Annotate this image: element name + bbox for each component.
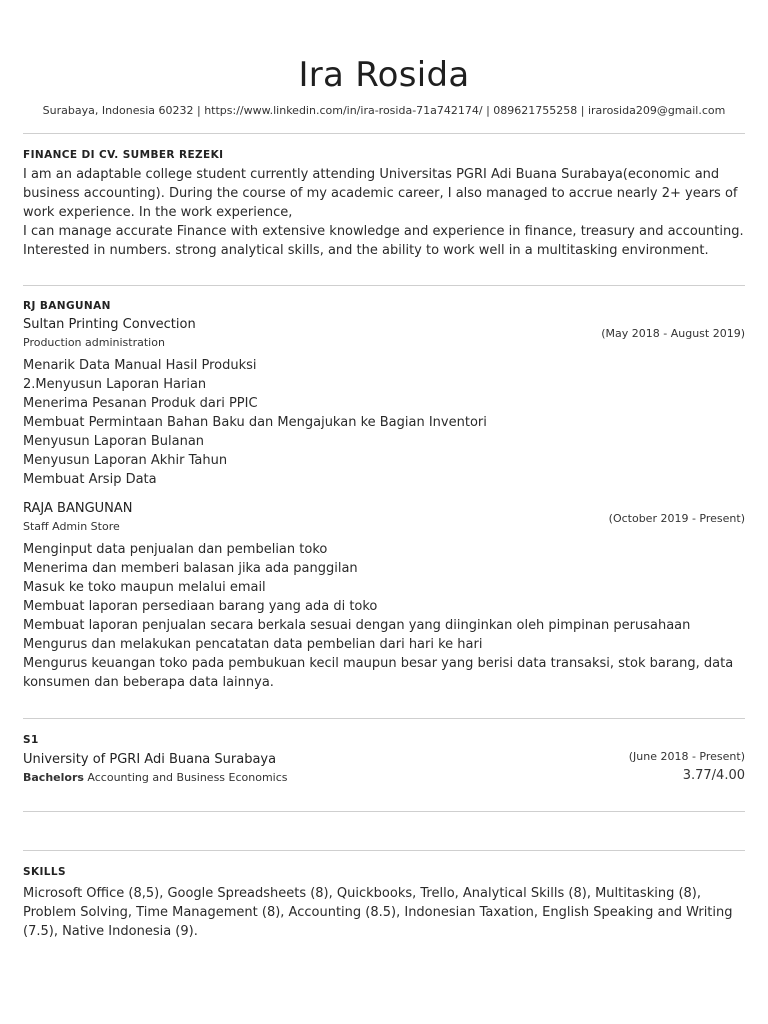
list-item: Mengurus keuangan toko pada pembukuan kecil maupun besar yang berisi data transaksi, stok barang, data	[23, 656, 734, 671]
list-item: Masuk ke toko maupun melalui email	[23, 580, 266, 595]
skills-line: Problem Solving, Time Management (8), Accounting (8.5), Indonesian Taxation, English Speaking and Writing	[23, 905, 733, 920]
list-item: Menyusun Laporan Akhir Tahun	[23, 453, 228, 468]
divider	[23, 811, 745, 812]
education-heading: S1	[23, 734, 39, 746]
job-dates: (October 2019 - Present)	[608, 512, 745, 525]
skills-line: (7.5), Native Indonesia (9).	[23, 924, 198, 939]
job-role: Production administration	[23, 336, 165, 349]
list-item: Mengurus dan melakukan pencatatan data pembelian dari hari ke hari	[23, 637, 483, 652]
job-company: RAJA BANGUNAN	[23, 501, 133, 516]
degree-type: Bachelors	[23, 771, 84, 784]
degree-field: Accounting and Business Economics	[87, 771, 288, 784]
job-company: Sultan Printing Convection	[23, 317, 196, 332]
job-task-list	[23, 356, 745, 489]
summary-line: I can manage accurate Finance with extensive knowledge and experience in finance, treasury and accounting.	[23, 224, 744, 239]
list-item: Menerima dan memberi balasan jika ada panggilan	[23, 561, 358, 576]
skills-line: Microsoft Office (8,5), Google Spreadsheets (8), Quickbooks, Trello, Analytical Skills (8), Multitasking (8),	[23, 886, 702, 901]
skills-heading: SKILLS	[23, 866, 66, 878]
list-item: Membuat Arsip Data	[23, 472, 157, 487]
list-item: Membuat laporan penjualan secara berkala sesuai dengan yang diinginkan oleh pimpinan perusahaan	[23, 618, 691, 633]
list-item: 2.Menyusun Laporan Harian	[23, 377, 207, 392]
summary-line: business accounting). During the course of my academic career, I also managed to accrue nearly 2+ years of	[23, 186, 738, 201]
divider	[23, 850, 745, 851]
list-item: Menarik Data Manual Hasil Produksi	[23, 358, 257, 373]
job-role: Staff Admin Store	[23, 520, 120, 533]
list-item: Menerima Pesanan Produk dari PPIC	[23, 396, 258, 411]
summary-text	[23, 165, 745, 260]
contact-line: Surabaya, Indonesia 60232 | https://www.linkedin.com/in/ira-rosida-71a742174/ | 089621755258 | irarosida209@gmail.com	[42, 104, 726, 117]
summary-line: work experience. In the work experience,	[23, 205, 293, 220]
divider	[23, 285, 745, 286]
list-item: Membuat laporan persediaan barang yang ada di toko	[23, 599, 378, 614]
skills-text	[23, 884, 745, 941]
gpa-value: 3.77/4.00	[682, 768, 745, 783]
list-item: Menginput data penjualan dan pembelian toko	[23, 542, 328, 557]
experience-heading: RJ BANGUNAN	[23, 300, 111, 312]
summary-line: I am an adaptable college student currently attending Universitas PGRI Adi Buana Surabaya(economic and	[23, 167, 720, 182]
summary-heading: FINANCE DI CV. SUMBER REZEKI	[23, 149, 224, 161]
list-item: Membuat Permintaan Bahan Baku dan Mengajukan ke Bagian Inventori	[23, 415, 487, 430]
divider	[23, 133, 745, 134]
degree-line	[23, 770, 288, 785]
divider	[23, 718, 745, 719]
job-dates: (May 2018 - August 2019)	[601, 327, 745, 340]
list-item: Menyusun Laporan Bulanan	[23, 434, 205, 449]
summary-line: Interested in numbers. strong analytical skills, and the ability to work well in a multitasking environment.	[23, 243, 709, 258]
job-task-list	[23, 540, 745, 692]
candidate-name: Ira Rosida	[298, 55, 470, 95]
list-item: konsumen dan beberapa data lainnya.	[23, 675, 274, 690]
education-dates: (June 2018 - Present)	[628, 750, 745, 763]
school-name: University of PGRI Adi Buana Surabaya	[23, 752, 277, 767]
